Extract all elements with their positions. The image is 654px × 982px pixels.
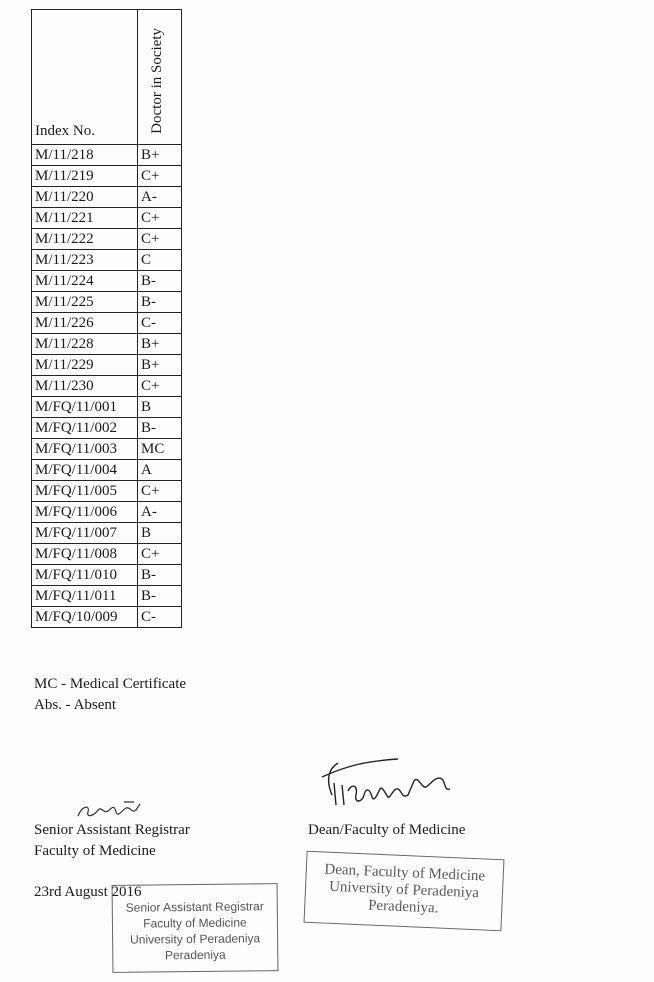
table-row <box>32 418 182 439</box>
grade-cell: B+ <box>138 145 182 166</box>
table-row <box>32 544 182 565</box>
grade-cell: A <box>138 460 182 481</box>
index-number-cell: M/11/219 <box>32 166 138 187</box>
table-row <box>32 481 182 502</box>
index-number-cell: M/11/229 <box>32 355 138 376</box>
grade-cell: C+ <box>138 481 182 502</box>
legend <box>34 674 186 716</box>
index-number-cell: M/FQ/11/004 <box>32 460 138 481</box>
stamp-left-line2: Faculty of Medicine <box>143 915 247 931</box>
grade-cell: B+ <box>138 334 182 355</box>
grade-cell: B- <box>138 586 182 607</box>
index-number-cell: M/FQ/11/003 <box>32 439 138 460</box>
dean-signature <box>318 755 468 813</box>
grade-cell: A- <box>138 502 182 523</box>
grade-cell: B+ <box>138 355 182 376</box>
header-doctor-label: Doctor in Society <box>149 28 165 134</box>
dean-title: Dean/Faculty of Medicine <box>308 822 466 838</box>
grade-cell: B- <box>138 271 182 292</box>
index-number-cell: M/11/225 <box>32 292 138 313</box>
table-row <box>32 397 182 418</box>
stamp-right-line3: Peradeniya. <box>367 897 439 917</box>
table-row <box>32 586 182 607</box>
grade-cell: B- <box>138 292 182 313</box>
grade-cell: MC <box>138 439 182 460</box>
grade-cell: C- <box>138 607 182 628</box>
stamp-left-line1: Senior Assistant Registrar <box>125 899 264 915</box>
index-number-cell: M/FQ/11/005 <box>32 481 138 502</box>
registrar-block <box>34 820 190 862</box>
grade-cell: C- <box>138 313 182 334</box>
grade-cell: B <box>138 397 182 418</box>
index-number-cell: M/11/218 <box>32 145 138 166</box>
index-number-cell: M/FQ/11/011 <box>32 586 138 607</box>
header-doctor-in-society <box>138 10 182 145</box>
index-number-cell: M/FQ/11/006 <box>32 502 138 523</box>
stamp-left-line3: University of Peradeniya <box>130 931 261 947</box>
registrar-stamp <box>112 883 279 973</box>
grade-cell: B- <box>138 565 182 586</box>
table-row <box>32 292 182 313</box>
grade-cell: C+ <box>138 376 182 397</box>
table-row <box>32 502 182 523</box>
table-row <box>32 334 182 355</box>
table-row <box>32 565 182 586</box>
legend-abs: Abs. - Absent <box>34 697 117 713</box>
table-row <box>32 376 182 397</box>
grade-cell: C+ <box>138 166 182 187</box>
table-row <box>32 355 182 376</box>
table-row <box>32 208 182 229</box>
document-date: 23rd August 2016 <box>34 884 142 900</box>
table-body <box>32 145 182 628</box>
table-row <box>32 460 182 481</box>
index-number-cell: M/11/223 <box>32 250 138 271</box>
index-number-cell: M/11/220 <box>32 187 138 208</box>
header-index-no: Index No. <box>32 10 138 145</box>
grade-cell: A- <box>138 187 182 208</box>
index-number-cell: M/FQ/11/010 <box>32 565 138 586</box>
table-row <box>32 439 182 460</box>
table-row <box>32 187 182 208</box>
grade-cell: B <box>138 523 182 544</box>
index-number-cell: M/11/221 <box>32 208 138 229</box>
stamp-right-line2: University of Peradeniya <box>328 878 480 902</box>
table-row <box>32 607 182 628</box>
table-row <box>32 166 182 187</box>
grade-cell: B- <box>138 418 182 439</box>
table-header-row <box>32 10 182 145</box>
dean-stamp <box>304 851 505 932</box>
stamp-left-line4: Peradeniya <box>164 947 226 963</box>
index-number-cell: M/FQ/10/009 <box>32 607 138 628</box>
index-number-cell: M/11/226 <box>32 313 138 334</box>
registrar-title: Senior Assistant Registrar <box>34 822 190 838</box>
table-row <box>32 229 182 250</box>
dean-block <box>308 820 465 841</box>
index-number-cell: M/11/224 <box>32 271 138 292</box>
grade-cell: C+ <box>138 544 182 565</box>
table-row <box>32 523 182 544</box>
index-number-cell: M/FQ/11/007 <box>32 523 138 544</box>
index-number-cell: M/FQ/11/002 <box>32 418 138 439</box>
table-row <box>32 271 182 292</box>
registrar-faculty: Faculty of Medicine <box>34 843 156 859</box>
legend-mc: MC - Medical Certificate <box>34 676 187 692</box>
grade-cell: C <box>138 250 182 271</box>
results-table <box>31 9 182 628</box>
stamp-right-line1: Dean, Faculty of Medicine <box>324 861 486 885</box>
grade-cell: C+ <box>138 208 182 229</box>
grade-cell: C+ <box>138 229 182 250</box>
index-number-cell: M/11/222 <box>32 229 138 250</box>
table-row <box>32 145 182 166</box>
table-row <box>32 313 182 334</box>
index-number-cell: M/11/228 <box>32 334 138 355</box>
index-number-cell: M/FQ/11/008 <box>32 544 138 565</box>
index-number-cell: M/11/230 <box>32 376 138 397</box>
index-number-cell: M/FQ/11/001 <box>32 397 138 418</box>
table-row <box>32 250 182 271</box>
